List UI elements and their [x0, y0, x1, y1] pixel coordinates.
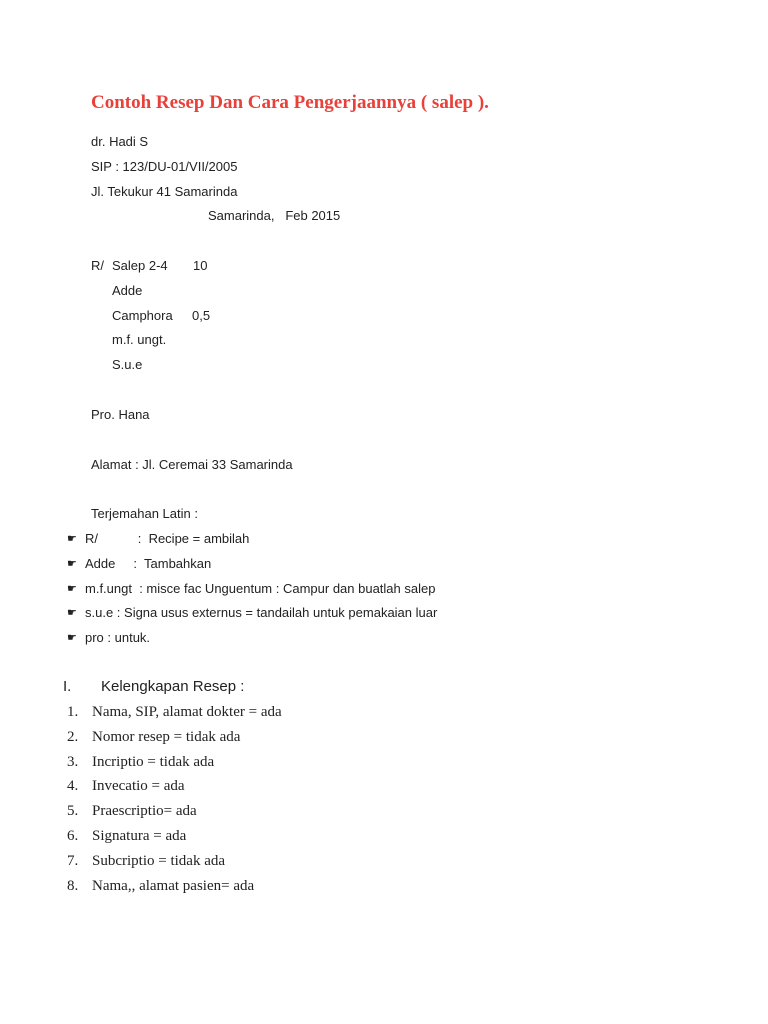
pointing-hand-icon: ☛	[67, 533, 77, 545]
list-number: 8.	[67, 878, 79, 894]
pointing-hand-icon: ☛	[67, 583, 77, 595]
list-item: Invecatio = ada	[92, 778, 185, 794]
list-item: Incriptio = tidak ada	[92, 754, 215, 770]
recipe-symbol: R/	[91, 258, 104, 273]
list-number: 5.	[67, 803, 79, 819]
pointing-hand-icon: ☛	[67, 632, 77, 644]
list-item: Nama,, alamat pasien= ada	[92, 878, 255, 894]
list-number: 7.	[67, 853, 79, 869]
patient-address: Alamat : Jl. Ceremai 33 Samarinda	[91, 457, 293, 472]
recipe-item-name: Camphora	[112, 308, 173, 323]
translation-item: s.u.e : Signa usus externus = tandailah untuk pemakaian luar	[85, 605, 438, 620]
patient-name: Pro. Hana	[91, 407, 150, 422]
list-item: Subcriptio = tidak ada	[92, 853, 226, 869]
list-number: 6.	[67, 828, 79, 844]
list-item: Nama, SIP, alamat dokter = ada	[92, 704, 282, 720]
place-date: Samarinda, Feb 2015	[208, 208, 341, 223]
page-title: Contoh Resep Dan Cara Pengerjaannya ( salep ).	[91, 92, 489, 113]
doctor-name: dr. Hadi S	[91, 134, 149, 149]
translation-item: R/ : Recipe = ambilah	[85, 531, 250, 546]
translation-item: m.f.ungt : misce fac Unguentum : Campur dan buatlah salep	[85, 581, 436, 596]
doctor-address: Jl. Tekukur 41 Samarinda	[91, 184, 238, 199]
list-item: Praescriptio= ada	[92, 803, 197, 819]
pointing-hand-icon: ☛	[67, 607, 77, 619]
recipe-item-name: Adde	[112, 283, 143, 298]
list-number: 1.	[67, 704, 79, 720]
section-numeral: I.	[63, 678, 72, 695]
translation-heading: Terjemahan Latin :	[91, 506, 198, 521]
recipe-item-name: Salep 2-4	[112, 258, 168, 273]
pointing-hand-icon: ☛	[67, 558, 77, 570]
list-item: Nomor resep = tidak ada	[92, 729, 241, 745]
list-number: 3.	[67, 754, 79, 770]
recipe-instruction: m.f. ungt.	[112, 332, 167, 347]
translation-item: Adde : Tambahkan	[85, 556, 212, 571]
doctor-sip: SIP : 123/DU-01/VII/2005	[91, 159, 238, 174]
list-number: 4.	[67, 778, 79, 794]
recipe-item-qty: 0,5	[192, 308, 211, 323]
section-heading: Kelengkapan Resep :	[101, 678, 245, 695]
list-number: 2.	[67, 729, 79, 745]
list-item: Signatura = ada	[92, 828, 187, 844]
recipe-signa: S.u.e	[112, 357, 143, 372]
recipe-item-qty: 10	[193, 258, 208, 273]
translation-item: pro : untuk.	[85, 630, 151, 645]
